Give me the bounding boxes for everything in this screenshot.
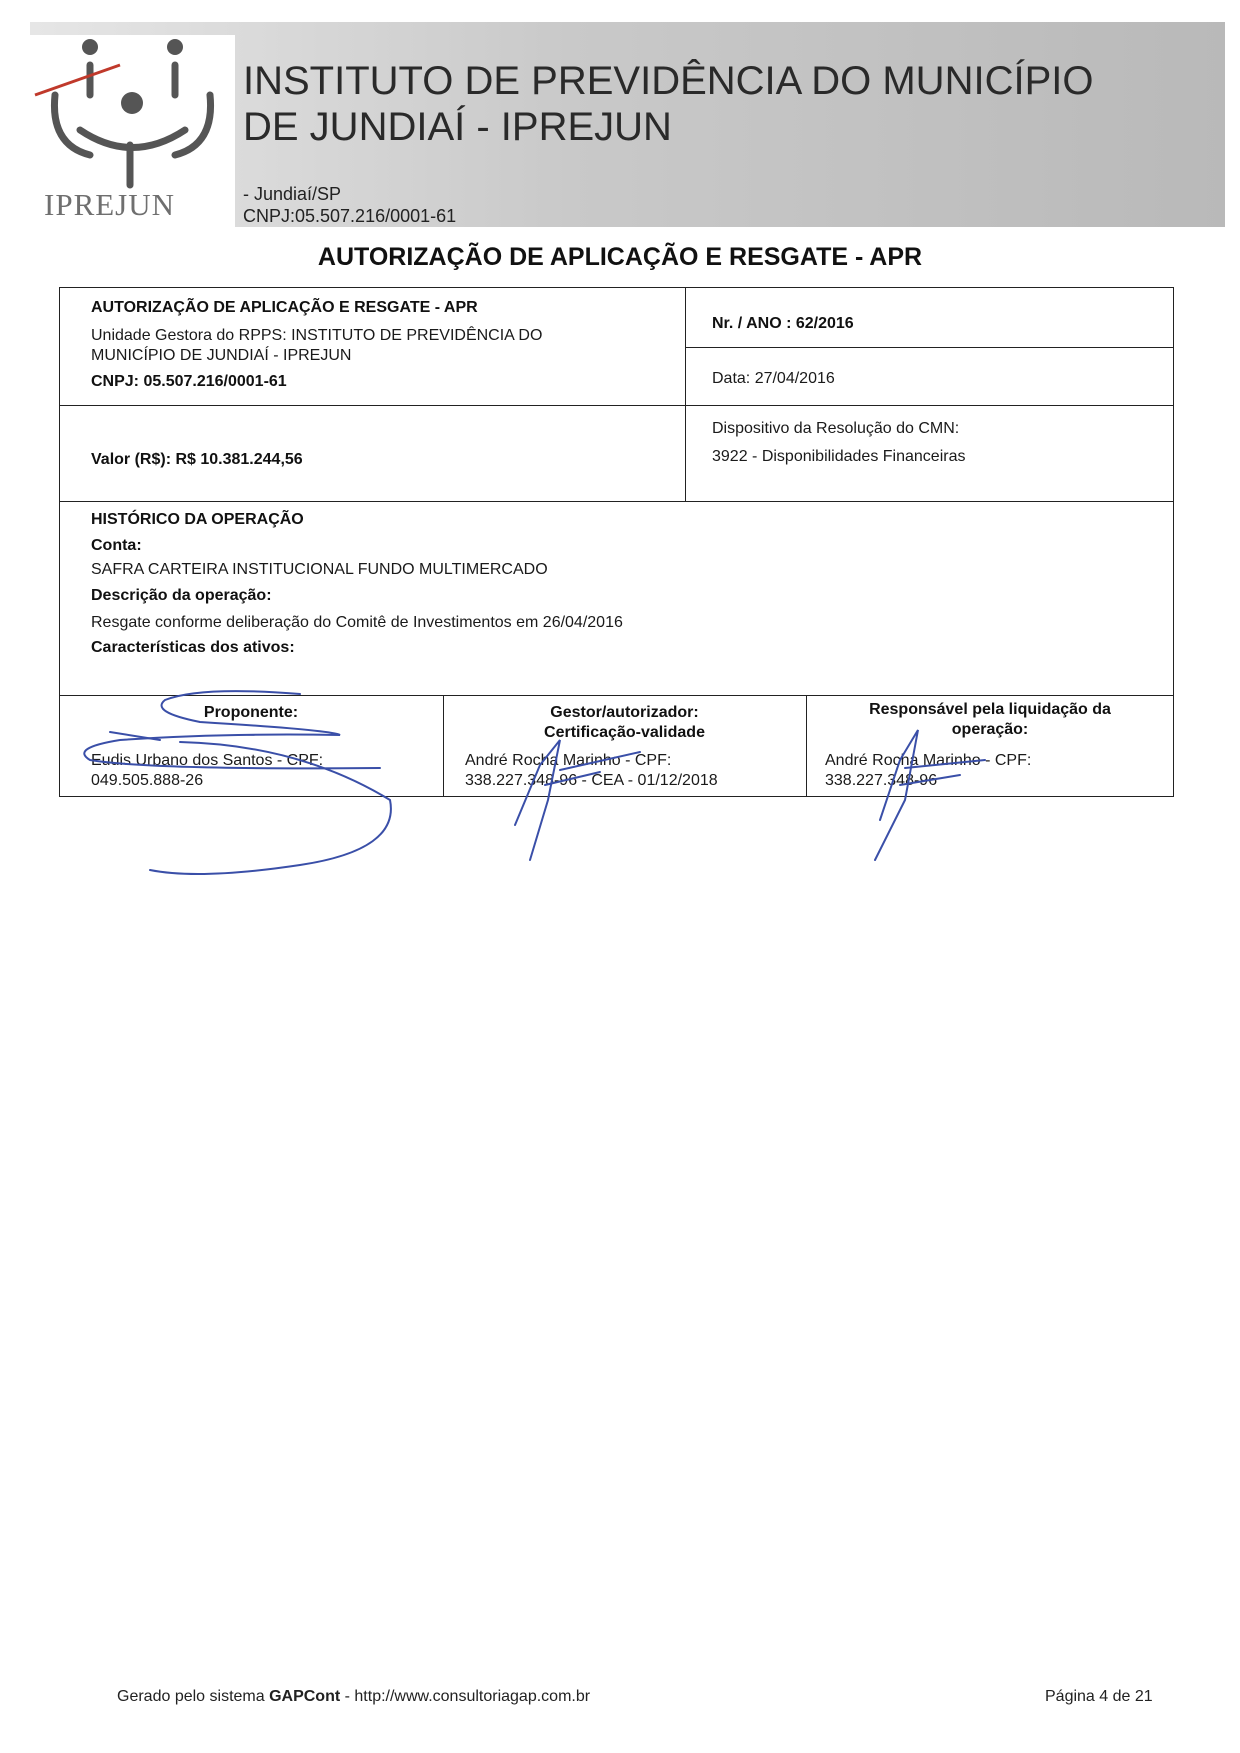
institution-city: - Jundiaí/SP (243, 184, 342, 204)
conta-label: Conta: (91, 537, 142, 554)
institution-title-line1: INSTITUTO DE PREVIDÊNCIA DO MUNICÍPIO (243, 59, 1094, 103)
footer-url: - http://www.consultoriagap.com.br (340, 1688, 591, 1705)
proponente-name: Eudis Urbano dos Santos - CPF: (91, 752, 324, 769)
responsavel-label-line2: operação: (951, 721, 1029, 738)
gestor-name: André Rocha Marinho - CPF: (465, 752, 672, 769)
gestor-cpf: 338.227.348-96 - CEA - 01/12/2018 (465, 772, 718, 789)
footer-brand: GAPCont (269, 1688, 341, 1705)
descricao-value: Resgate conforme deliberação do Comitê de Investimentos em 26/04/2016 (91, 614, 623, 631)
unidade-gestora-line2: MUNICÍPIO DE JUNDIAÍ - IPREJUN (91, 347, 352, 364)
valor-field: Valor (R$): R$ 10.381.244,56 (91, 451, 303, 468)
document-title: AUTORIZAÇÃO DE APLICAÇÃO E RESGATE - APR (317, 243, 923, 271)
cell-divider (685, 347, 1174, 348)
dispositivo-value: 3922 - Disponibilidades Financeiras (712, 448, 966, 465)
page-number: Página 4 de 21 (1045, 1688, 1153, 1705)
row-divider (59, 695, 1174, 696)
gestor-label-line2: Certificação-validade (544, 724, 705, 741)
data-field: Data: 27/04/2016 (712, 370, 835, 387)
responsavel-label-line1: Responsável pela liquidação da (869, 701, 1111, 718)
unidade-gestora-line1: Unidade Gestora do RPPS: INSTITUTO DE PREVIDÊNCIA DO (91, 327, 543, 344)
proponente-label: Proponente: (203, 704, 299, 721)
institution-title-line2: DE JUNDIAÍ - IPREJUN (243, 105, 672, 149)
dispositivo-label: Dispositivo da Resolução do CMN: (712, 420, 960, 437)
conta-value: SAFRA CARTEIRA INSTITUCIONAL FUNDO MULTIMERCADO (91, 561, 548, 578)
responsavel-cpf: 338.227.348-96 (825, 772, 938, 789)
footer-prefix: Gerado pelo sistema (117, 1688, 270, 1705)
descricao-label: Descrição da operação: (91, 587, 272, 604)
logo-text: IPREJUN (44, 187, 176, 222)
proponente-cpf: 049.505.888-26 (91, 772, 204, 789)
column-divider (685, 287, 686, 501)
unidade-cnpj: CNPJ: 05.507.216/0001-61 (91, 373, 287, 390)
box-title: AUTORIZAÇÃO DE APLICAÇÃO E RESGATE - APR (91, 299, 478, 316)
caracteristicas-label: Características dos ativos: (91, 639, 295, 656)
institution-cnpj: CNPJ:05.507.216/0001-61 (243, 206, 457, 226)
institution-title (243, 58, 1093, 150)
iprejun-logo (30, 35, 235, 227)
footer-generated (117, 1688, 590, 1706)
historico-title: HISTÓRICO DA OPERAÇÃO (91, 511, 304, 528)
nr-ano: Nr. / ANO : 62/2016 (712, 315, 854, 332)
row-divider (59, 501, 1174, 502)
row-divider (59, 405, 1174, 406)
responsavel-name: André Rocha Marinho - CPF: (825, 752, 1032, 769)
gestor-label-line1: Gestor/autorizador: (550, 704, 699, 721)
